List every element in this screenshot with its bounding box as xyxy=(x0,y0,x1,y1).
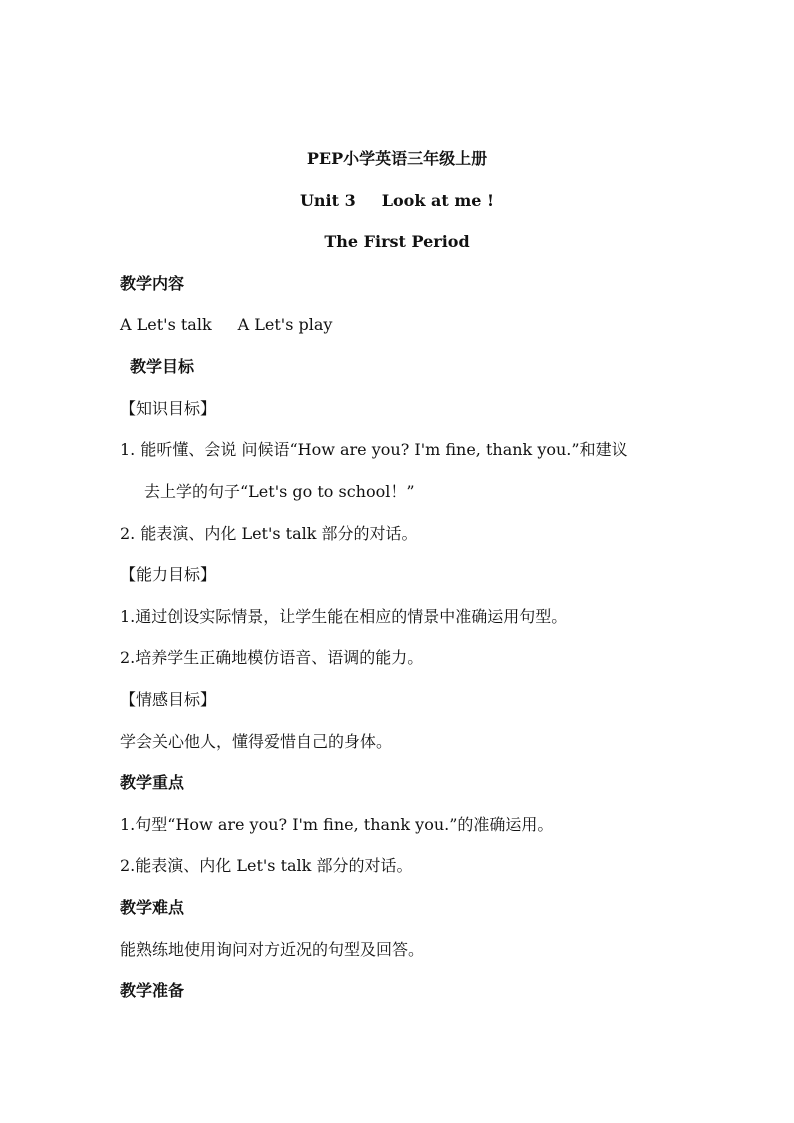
knowledge-label: 【知识目标】 xyxy=(120,399,217,418)
key-point-2: 2.能表演、内化 Let's talk 部分的对话。 xyxy=(120,856,413,875)
unit-title: Look at me ! xyxy=(381,191,495,210)
ability-label: 【能力目标】 xyxy=(120,565,217,584)
ability-point-2: 2.培养学生正确地模仿语音、语调的能力。 xyxy=(120,648,424,667)
period-heading: The First Period xyxy=(324,232,470,251)
key-points-heading: 教学重点 xyxy=(120,773,185,792)
difficulties-heading: 教学难点 xyxy=(120,898,185,917)
knowledge-point-1: 1. 能听懂、会说 问候语“How are you? I'm fine, thank you.”和建议 xyxy=(120,440,628,459)
objectives-heading: 教学目标 xyxy=(130,357,195,376)
unit-heading xyxy=(0,190,794,212)
difficulty-point-1: 能熟练地使用询问对方近况的句型及回答。 xyxy=(120,940,425,959)
content-heading: 教学内容 xyxy=(120,274,185,293)
knowledge-point-1-continued: 去上学的句子“Let's go to school！” xyxy=(144,482,415,501)
emotion-point-1: 学会关心他人，懂得爱惜自己的身体。 xyxy=(120,732,393,751)
knowledge-point-2: 2. 能表演、内化 Let's talk 部分的对话。 xyxy=(120,524,418,543)
ability-point-1: 1.通过创设实际情景，让学生能在相应的情景中准确运用句型。 xyxy=(120,607,568,626)
preparation-heading: 教学准备 xyxy=(120,981,185,1000)
content-items xyxy=(120,314,332,336)
content-item-talk: A Let's talk xyxy=(120,315,212,334)
emotion-label: 【情感目标】 xyxy=(120,690,217,709)
unit-number: Unit 3 xyxy=(299,191,356,210)
content-item-play: A Let's play xyxy=(237,315,333,334)
key-point-1: 1.句型“How are you? I'm fine, thank you.”的准确运用。 xyxy=(120,815,554,834)
document-title: PEP小学英语三年级上册 xyxy=(306,149,488,168)
